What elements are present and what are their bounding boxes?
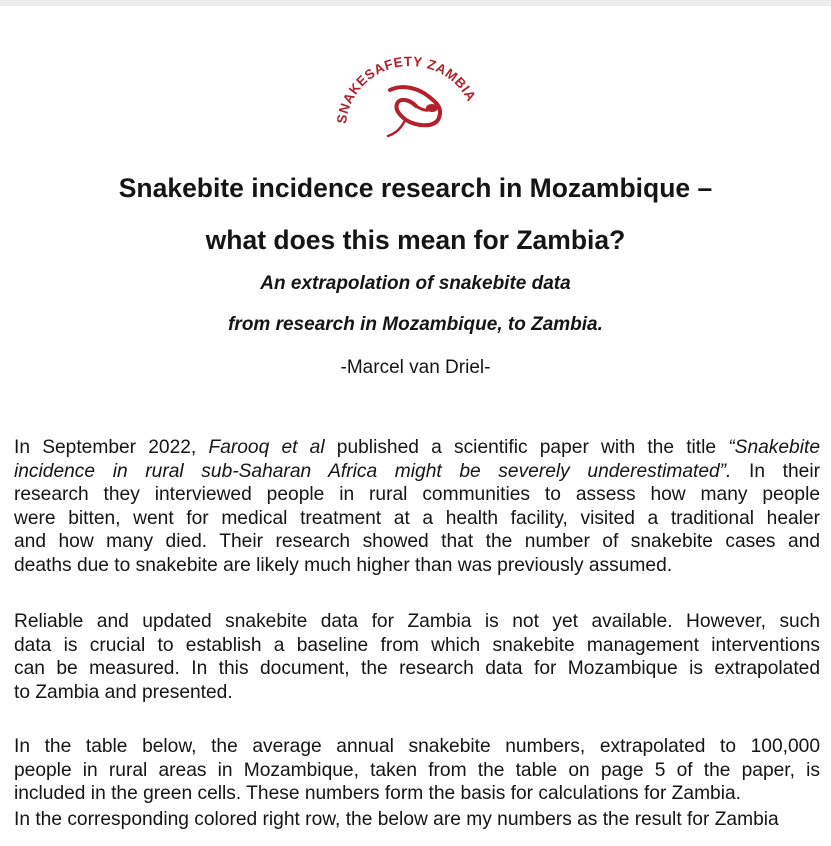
paragraph-1-line-6: deaths due to snakebite are likely much higher than was previously assumed. [14,554,673,576]
logo-text: SNAKESAFETY ZAMBIA [334,53,480,125]
paragraph-1-line-5: and how many died. Their research showed that the number of snakebite cases and [14,531,820,553]
paragraph-2-line-1: Reliable and updated snakebite data for Zambia is not yet available. However, such [14,611,820,632]
paper-title-quote: incidence in rural sub-Saharan Africa might be severely underestimated”. [14,460,732,482]
paragraph-1 [14,436,820,578]
text-run: published a scientific paper with the title [324,437,729,458]
paragraph-3-line-1: In the table below, the average annual snakebite numbers, extrapolated to 100,000 [14,736,820,757]
subtitle-line-2: from research in Mozambique, to Zambia. [228,314,603,335]
paragraph-1-line-4: were bitten, went for medical treatment at a health facility, visited a traditional healer [14,507,820,529]
document-title-line-1: Snakebite incidence research in Mozambique – [118,173,713,203]
paragraph-4-cut-line [14,809,820,832]
author-citation: Farooq et al [208,437,325,458]
top-divider [0,0,831,6]
paragraph-1-line-2 [14,460,820,484]
paragraph-2-line-2: data is crucial to establish a baseline from which snakebite management interventions [14,634,820,656]
text-run: In September 2022, [14,437,209,458]
paragraph-2-line-3: can be measured. In this document, the research data for Mozambique is extrapolated [14,658,820,680]
author-byline: -Marcel van Driel- [340,357,491,378]
paragraph-3 [14,735,820,806]
paragraph-2-line-4: to Zambia and presented. [14,681,233,703]
paragraph-1-line-3: research they interviewed people in rural communities to assess how many people [14,484,820,506]
subtitle-line-1: An extrapolation of snakebite data [260,273,571,294]
cut-line-text: In the corresponding colored right row, the below are my numbers as the result for Zambia [14,809,779,830]
paper-title-quote: “Snakebite [728,437,820,458]
document-title-line-2: what does this mean for Zambia? [205,225,626,255]
snakesafety-zambia-logo [332,50,488,142]
text-run: In their [731,460,820,482]
paragraph-3-line-2: people in rural areas in Mozambique, taken from the table on page 5 of the paper, is [14,759,820,781]
paragraph-2 [14,610,820,704]
snake-icon [388,87,440,136]
paragraph-3-line-3: included in the green cells. These numbers form the basis for calculations for Zambia. [14,783,741,805]
paragraph-1-line-1 [14,436,820,460]
